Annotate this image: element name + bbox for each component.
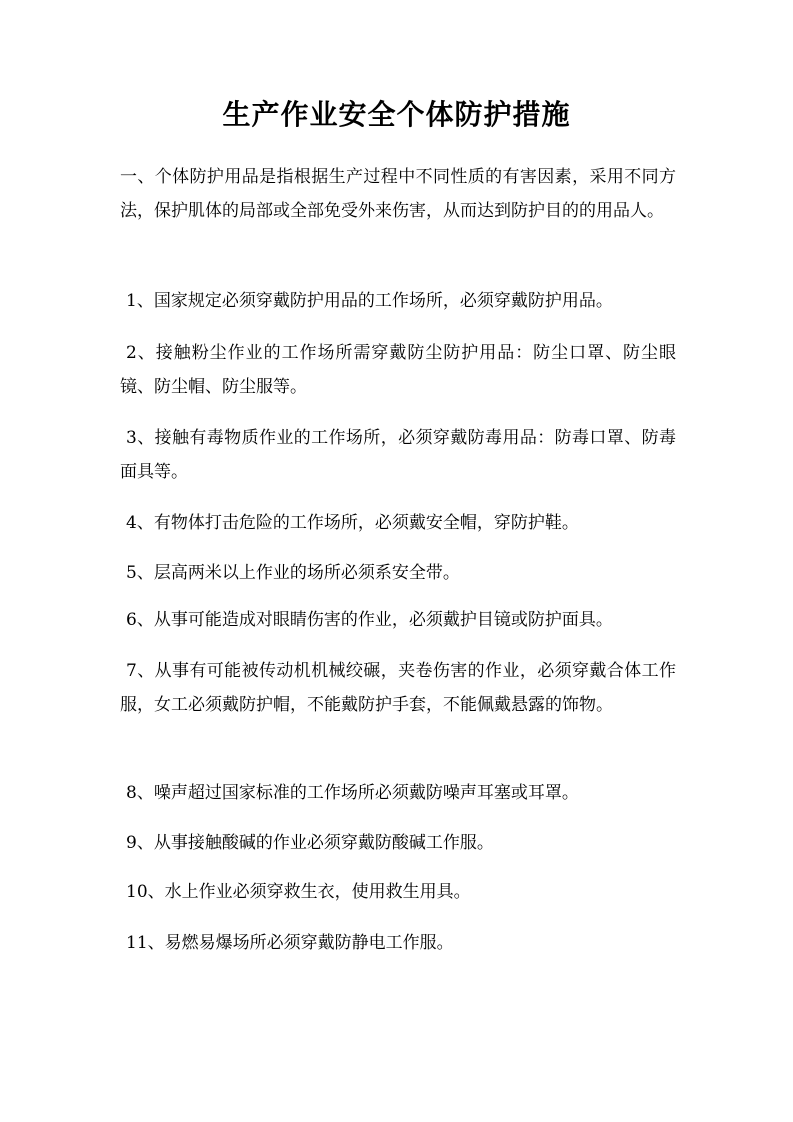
list-item-9: 9、从事接触酸碱的作业必须穿戴防酸碱工作服。 bbox=[126, 833, 494, 853]
list-item-11: 11、易燃易爆场所必须穿戴防静电工作服。 bbox=[126, 933, 454, 953]
list-item-10: 10、水上作业必须穿救生衣，使用救生用具。 bbox=[126, 882, 471, 902]
document-title: 生产作业安全个体防护措施 bbox=[222, 98, 571, 131]
list-item-4: 4、有物体打击危险的工作场所，必须戴安全帽，穿防护鞋。 bbox=[126, 513, 579, 533]
list-item-5: 5、层高两米以上作业的场所必须系安全带。 bbox=[126, 563, 460, 583]
intro-paragraph: 一、个体防护用品是指根据生产过程中不同性质的有害因素，采用不同方法，保护肌体的局部或全部免受外来伤害，从而达到防护目的的用品人。 bbox=[120, 167, 676, 221]
list-item-7: 7、从事有可能被传动机机械绞碾，夹卷伤害的作业，必须穿戴合体工作服，女工必须戴防护帽，不能戴防护手套，不能佩戴悬露的饰物。 bbox=[120, 661, 676, 715]
list-item-6: 6、从事可能造成对眼睛伤害的作业，必须戴护目镜或防护面具。 bbox=[126, 610, 613, 630]
list-item-8: 8、噪声超过国家标准的工作场所必须戴防噪声耳塞或耳罩。 bbox=[126, 783, 579, 803]
list-item-1: 1、国家规定必须穿戴防护用品的工作场所，必须穿戴防护用品。 bbox=[126, 291, 613, 311]
list-item-2: 2、接触粉尘作业的工作场所需穿戴防尘防护用品：防尘口罩、防尘眼镜、防尘帽、防尘服等。 bbox=[120, 343, 676, 397]
list-item-3: 3、接触有毒物质作业的工作场所，必须穿戴防毒用品：防毒口罩、防毒面具等。 bbox=[120, 428, 676, 482]
